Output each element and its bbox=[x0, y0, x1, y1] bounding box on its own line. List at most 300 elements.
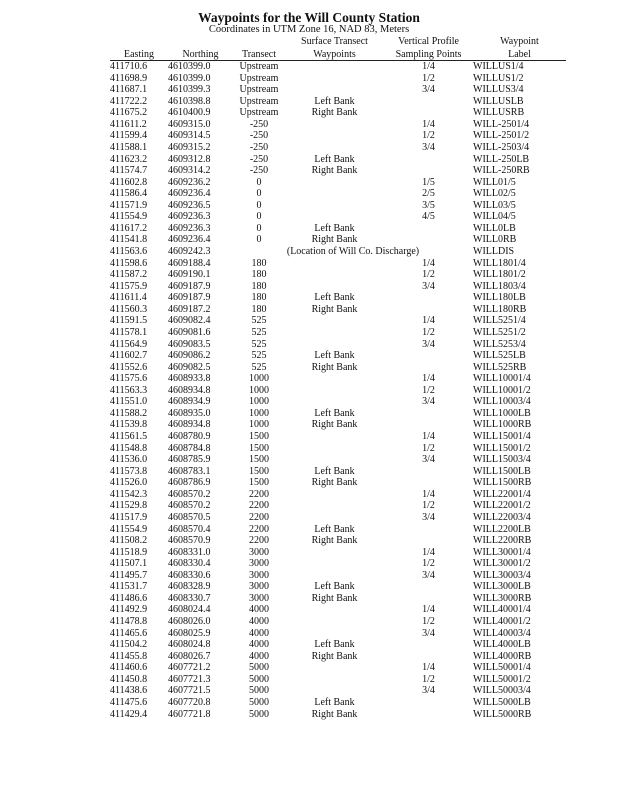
transect-cell: 180 bbox=[251, 280, 267, 292]
easting-cell: 411675.2 bbox=[110, 107, 148, 119]
easting-cell: 411588.2 bbox=[110, 407, 148, 419]
surface-waypoint-cell bbox=[285, 84, 384, 96]
vertical-point-cell: 3/4 bbox=[422, 569, 435, 581]
surface-waypoint-cell bbox=[285, 327, 384, 339]
discharge-note-cell: (Location of Will Co. Discharge) bbox=[286, 246, 420, 257]
northing-cell: 4608935.0 bbox=[168, 407, 211, 419]
table-row bbox=[110, 385, 566, 397]
vertical-point-cell: 3/4 bbox=[422, 685, 435, 697]
vertical-point-cell: 1/4 bbox=[422, 604, 435, 616]
table-row bbox=[110, 119, 566, 131]
northing-cell: 4608784.8 bbox=[168, 442, 211, 454]
northing-cell: 4608330.4 bbox=[168, 558, 211, 570]
waypoint-label-cell: WILL01/5 bbox=[473, 176, 516, 188]
transect-cell: 1500 bbox=[249, 465, 269, 477]
northing-cell: 4608025.9 bbox=[168, 627, 211, 639]
surface-waypoint-cell bbox=[285, 373, 384, 385]
waypoint-label-cell: WILL-2501/4 bbox=[473, 118, 530, 130]
easting-cell: 411465.6 bbox=[110, 627, 148, 639]
vertical-point-cell bbox=[384, 292, 473, 304]
vertical-point-cell bbox=[384, 223, 473, 235]
surface-waypoint-cell bbox=[285, 258, 384, 270]
waypoint-label-cell: WILL1801/4 bbox=[473, 257, 526, 269]
vertical-point-cell bbox=[384, 581, 473, 593]
transect-cell: 0 bbox=[256, 222, 262, 234]
transect-cell: 2200 bbox=[249, 511, 269, 523]
easting-cell: 411602.7 bbox=[110, 350, 148, 362]
northing-cell: 4610400.9 bbox=[168, 107, 211, 119]
transect-cell: Upstream bbox=[239, 61, 279, 72]
surface-waypoint-cell: Right Bank bbox=[311, 592, 358, 604]
easting-cell: 411554.9 bbox=[110, 211, 148, 223]
transect-cell: 525 bbox=[251, 315, 267, 327]
transect-cell: -250 bbox=[249, 165, 269, 177]
vertical-point-cell bbox=[384, 419, 473, 431]
northing-cell: 4609236.3 bbox=[168, 222, 211, 234]
vertical-point-cell: 2/5 bbox=[422, 188, 435, 200]
vertical-point-cell: 3/4 bbox=[422, 396, 435, 408]
northing-cell: 4607721.3 bbox=[168, 673, 211, 685]
surface-waypoint-cell: Left Bank bbox=[314, 222, 355, 234]
waypoint-label-cell: WILL15003/4 bbox=[473, 454, 531, 466]
northing-cell: 4608026.7 bbox=[168, 650, 211, 662]
surface-waypoint-cell bbox=[285, 396, 384, 408]
waypoint-label-cell: WILL4000RB bbox=[473, 650, 532, 662]
table-row bbox=[110, 61, 566, 73]
northing-cell: 4609187.2 bbox=[168, 303, 211, 315]
northing-cell: 4607721.5 bbox=[168, 685, 211, 697]
easting-cell: 411571.9 bbox=[110, 199, 148, 211]
surface-waypoint-cell bbox=[285, 315, 384, 327]
northing-cell: 4609082.4 bbox=[168, 315, 211, 327]
surface-waypoint-cell: Left Bank bbox=[314, 153, 355, 165]
vertical-point-cell bbox=[384, 709, 473, 721]
surface-waypoint-cell bbox=[285, 200, 384, 212]
vertical-point-cell: 1/2 bbox=[422, 500, 435, 512]
waypoint-label-cell: WILL2200RB bbox=[473, 535, 532, 547]
table-row bbox=[110, 454, 566, 466]
vertical-point-cell: 1/4 bbox=[422, 662, 435, 674]
northing-cell: 4609242.3 bbox=[168, 246, 211, 257]
easting-cell: 411455.8 bbox=[110, 650, 148, 662]
vertical-point-cell: 1/2 bbox=[422, 673, 435, 685]
table-row bbox=[110, 211, 566, 223]
easting-cell: 411563.3 bbox=[110, 384, 148, 396]
table-row bbox=[110, 327, 566, 339]
vertical-point-cell: 1/2 bbox=[422, 558, 435, 570]
waypoint-label-cell: WILLUSRB bbox=[473, 107, 525, 119]
transect-cell: 3000 bbox=[249, 569, 269, 581]
easting-cell: 411560.3 bbox=[110, 303, 148, 315]
northing-cell: 4607721.2 bbox=[168, 662, 211, 674]
surface-waypoint-cell bbox=[285, 61, 384, 73]
transect-cell: 1500 bbox=[249, 477, 269, 489]
vertical-point-cell bbox=[384, 408, 473, 420]
vertical-point-cell: 1/2 bbox=[422, 326, 435, 338]
waypoint-label-cell: WILL-2503/4 bbox=[473, 141, 530, 153]
waypoint-label-cell: WILL15001/2 bbox=[473, 442, 531, 454]
easting-cell: 411495.7 bbox=[110, 569, 148, 581]
vertical-point-cell bbox=[384, 639, 473, 651]
easting-cell: 411599.4 bbox=[110, 130, 148, 142]
transect-cell: 3000 bbox=[249, 558, 269, 570]
waypoint-label-cell: WILL30001/2 bbox=[473, 558, 531, 570]
table-row bbox=[110, 165, 566, 177]
waypoint-label-cell: WILL1801/2 bbox=[473, 269, 526, 281]
table-row bbox=[110, 662, 566, 674]
surface-waypoint-cell bbox=[285, 130, 384, 142]
header-northing-spacer bbox=[168, 36, 233, 47]
northing-cell: 4609082.5 bbox=[168, 361, 211, 373]
waypoint-label-cell: WILL15001/4 bbox=[473, 431, 531, 442]
transect-cell: Upstream bbox=[239, 95, 279, 107]
northing-cell: 4609315.2 bbox=[168, 141, 211, 153]
waypoint-label-cell: WILL5000LB bbox=[473, 696, 531, 708]
table-row bbox=[110, 107, 566, 119]
vertical-point-cell bbox=[384, 593, 473, 605]
waypoint-label-cell: WILL525RB bbox=[473, 361, 527, 373]
table-row bbox=[110, 477, 566, 489]
vertical-point-cell: 1/2 bbox=[422, 616, 435, 627]
table-row bbox=[110, 558, 566, 570]
easting-cell: 411504.2 bbox=[110, 639, 148, 651]
surface-waypoint-cell: Right Bank bbox=[311, 708, 358, 720]
vertical-point-cell bbox=[384, 535, 473, 547]
northing-cell: 4609236.5 bbox=[168, 199, 211, 211]
waypoint-label-cell: WILL1500LB bbox=[473, 465, 531, 477]
vertical-point-cell bbox=[384, 234, 473, 246]
table-row bbox=[110, 73, 566, 85]
transect-cell: 180 bbox=[251, 269, 267, 281]
northing-cell: 4607721.8 bbox=[168, 708, 211, 720]
surface-waypoint-cell: Right Bank bbox=[311, 303, 358, 315]
table-row bbox=[110, 269, 566, 281]
surface-waypoint-cell bbox=[285, 385, 384, 397]
northing-cell: 4608780.9 bbox=[168, 431, 211, 442]
table-row bbox=[110, 304, 566, 316]
northing-cell: 4609236.2 bbox=[168, 176, 211, 188]
easting-cell: 411478.8 bbox=[110, 616, 148, 627]
transect-cell: 4000 bbox=[249, 639, 269, 651]
waypoint-label-cell: WILL4000LB bbox=[473, 639, 531, 651]
transect-cell: 3000 bbox=[249, 546, 269, 558]
vertical-point-cell: 1/4 bbox=[422, 257, 435, 269]
table-row bbox=[110, 373, 566, 385]
waypoint-label-cell: WILLUS1/4 bbox=[473, 61, 524, 72]
waypoint-label-cell: WILL5251/4 bbox=[473, 315, 526, 327]
northing-cell: 4608570.9 bbox=[168, 535, 211, 547]
easting-cell: 411591.5 bbox=[110, 315, 148, 327]
northing-cell: 4609188.4 bbox=[168, 257, 211, 269]
surface-waypoint-cell bbox=[285, 547, 384, 559]
table-row bbox=[110, 396, 566, 408]
waypoint-label-cell: WILL10001/4 bbox=[473, 373, 531, 385]
northing-cell: 4610399.0 bbox=[168, 72, 211, 84]
northing-cell: 4608024.4 bbox=[168, 604, 211, 616]
waypoint-label-cell: WILL2200LB bbox=[473, 523, 531, 535]
easting-cell: 411578.1 bbox=[110, 326, 148, 338]
vertical-point-cell: 1/2 bbox=[422, 442, 435, 454]
surface-waypoint-cell: Left Bank bbox=[314, 639, 355, 651]
header-surface-line1: Surface Transect bbox=[301, 36, 368, 47]
table-row bbox=[110, 223, 566, 235]
table-row bbox=[110, 512, 566, 524]
waypoint-label-cell: WILL30001/4 bbox=[473, 546, 531, 558]
northing-cell: 4608328.9 bbox=[168, 581, 211, 593]
transect-cell: 0 bbox=[256, 199, 262, 211]
table-row bbox=[110, 130, 566, 142]
transect-cell: 525 bbox=[251, 361, 267, 373]
transect-cell: 1000 bbox=[249, 407, 269, 419]
transect-cell: 1000 bbox=[249, 384, 269, 396]
table-row bbox=[110, 315, 566, 327]
transect-cell: 2200 bbox=[249, 523, 269, 535]
header-transect: Transect bbox=[233, 47, 285, 61]
easting-cell: 411542.3 bbox=[110, 488, 148, 500]
northing-cell: 4608786.9 bbox=[168, 477, 211, 489]
table-row bbox=[110, 431, 566, 443]
surface-waypoint-cell bbox=[285, 558, 384, 570]
header-vertical-line2: Sampling Points bbox=[384, 47, 473, 61]
waypoint-label-cell: WILL1803/4 bbox=[473, 280, 526, 292]
vertical-point-cell: 1/4 bbox=[422, 546, 435, 558]
transect-cell: 525 bbox=[251, 326, 267, 338]
transect-cell: -250 bbox=[249, 153, 269, 165]
transect-cell: 525 bbox=[251, 338, 267, 350]
surface-waypoint-cell: Right Bank bbox=[311, 165, 358, 177]
vertical-point-cell: 1/2 bbox=[422, 269, 435, 281]
northing-cell: 4608570.5 bbox=[168, 511, 211, 523]
vertical-point-cell bbox=[384, 466, 473, 478]
table-row bbox=[110, 142, 566, 154]
surface-waypoint-cell: Left Bank bbox=[314, 581, 355, 593]
vertical-point-cell: 3/4 bbox=[422, 280, 435, 292]
easting-cell: 411539.8 bbox=[110, 419, 148, 431]
northing-cell: 4609236.4 bbox=[168, 234, 211, 246]
northing-cell: 4609314.5 bbox=[168, 130, 211, 142]
easting-cell: 411575.9 bbox=[110, 280, 148, 292]
transect-cell: -250 bbox=[249, 141, 269, 153]
easting-cell: 411586.4 bbox=[110, 188, 148, 200]
table-row bbox=[110, 628, 566, 640]
northing-cell: 4609314.2 bbox=[168, 165, 211, 177]
surface-waypoint-cell: Left Bank bbox=[314, 95, 355, 107]
table-row bbox=[110, 419, 566, 431]
easting-cell: 411438.6 bbox=[110, 685, 148, 697]
table-row bbox=[110, 443, 566, 455]
transect-cell: 180 bbox=[251, 257, 267, 269]
header-label-line2: Label bbox=[473, 47, 566, 61]
surface-waypoint-cell: Left Bank bbox=[314, 696, 355, 708]
table-body bbox=[110, 61, 566, 721]
table-row bbox=[110, 535, 566, 547]
table-row bbox=[110, 524, 566, 536]
surface-waypoint-cell: Left Bank bbox=[314, 407, 355, 419]
easting-cell: 411450.8 bbox=[110, 673, 148, 685]
easting-cell: 411541.8 bbox=[110, 234, 148, 246]
northing-cell: 4608570.2 bbox=[168, 500, 211, 512]
table-row bbox=[110, 281, 566, 293]
easting-cell: 411564.9 bbox=[110, 338, 148, 350]
transect-cell: 5000 bbox=[249, 696, 269, 708]
northing-cell: 4608330.7 bbox=[168, 592, 211, 604]
table-row bbox=[110, 292, 566, 304]
table-header bbox=[110, 36, 566, 61]
northing-cell: 4609086.2 bbox=[168, 350, 211, 362]
easting-cell: 411551.0 bbox=[110, 396, 148, 408]
easting-cell: 411507.1 bbox=[110, 558, 148, 570]
easting-cell: 411518.9 bbox=[110, 546, 148, 558]
waypoint-label-cell: WILL10001/2 bbox=[473, 384, 531, 396]
table-row bbox=[110, 697, 566, 709]
surface-waypoint-cell bbox=[285, 500, 384, 512]
transect-cell: 4000 bbox=[249, 627, 269, 639]
transect-cell: Upstream bbox=[239, 84, 279, 96]
surface-waypoint-cell: Left Bank bbox=[314, 350, 355, 362]
waypoint-label-cell: WILL40003/4 bbox=[473, 627, 531, 639]
northing-cell: 4608331.0 bbox=[168, 546, 211, 558]
header-label-line1: Waypoint bbox=[500, 36, 539, 47]
surface-waypoint-cell bbox=[285, 604, 384, 616]
header-northing: Northing bbox=[168, 47, 233, 61]
table-row bbox=[110, 581, 566, 593]
northing-cell: 4609190.1 bbox=[168, 269, 211, 281]
vertical-point-cell: 3/4 bbox=[422, 511, 435, 523]
vertical-point-cell bbox=[384, 651, 473, 663]
waypoint-label-cell: WILL525LB bbox=[473, 350, 526, 362]
table-row bbox=[110, 246, 566, 258]
header-easting: Easting bbox=[110, 47, 168, 61]
waypoint-label-cell: WILL40001/2 bbox=[473, 616, 531, 627]
table-row bbox=[110, 339, 566, 351]
surface-waypoint-cell: Right Bank bbox=[311, 650, 358, 662]
northing-cell: 4608783.1 bbox=[168, 465, 211, 477]
vertical-point-cell: 1/4 bbox=[422, 118, 435, 130]
transect-cell: 5000 bbox=[249, 662, 269, 674]
surface-waypoint-cell: Left Bank bbox=[314, 465, 355, 477]
transect-cell: 4000 bbox=[249, 604, 269, 616]
surface-waypoint-cell bbox=[285, 674, 384, 686]
easting-cell: 411561.5 bbox=[110, 431, 148, 442]
transect-cell: 1000 bbox=[249, 373, 269, 385]
transect-cell: -250 bbox=[249, 130, 269, 142]
northing-cell: 4608570.4 bbox=[168, 523, 211, 535]
surface-waypoint-cell: Right Bank bbox=[311, 107, 358, 119]
easting-cell: 411531.7 bbox=[110, 581, 148, 593]
transect-cell: 2200 bbox=[249, 500, 269, 512]
vertical-point-cell: 3/4 bbox=[422, 84, 435, 96]
easting-cell: 411710.6 bbox=[110, 61, 148, 72]
waypoint-label-cell: WILL0LB bbox=[473, 222, 516, 234]
easting-cell: 411552.6 bbox=[110, 361, 148, 373]
transect-cell: -250 bbox=[249, 118, 269, 130]
northing-cell: 4608330.6 bbox=[168, 569, 211, 581]
surface-waypoint-cell: Right Bank bbox=[311, 419, 358, 431]
surface-waypoint-cell bbox=[285, 142, 384, 154]
waypoint-label-cell: WILL50001/2 bbox=[473, 673, 531, 685]
transect-cell: 1000 bbox=[249, 419, 269, 431]
northing-cell: 4608026.0 bbox=[168, 616, 211, 627]
table-row bbox=[110, 604, 566, 616]
surface-waypoint-cell bbox=[285, 431, 384, 443]
surface-waypoint-cell: Left Bank bbox=[314, 292, 355, 304]
waypoint-label-cell: WILL30003/4 bbox=[473, 569, 531, 581]
surface-waypoint-cell bbox=[285, 685, 384, 697]
vertical-point-cell bbox=[384, 154, 473, 166]
surface-waypoint-cell bbox=[285, 269, 384, 281]
northing-cell: 4610399.3 bbox=[168, 84, 211, 96]
northing-cell: 4609187.9 bbox=[168, 292, 211, 304]
easting-cell: 411587.2 bbox=[110, 269, 148, 281]
northing-cell: 4609236.4 bbox=[168, 188, 211, 200]
surface-waypoint-cell bbox=[285, 662, 384, 674]
table-row bbox=[110, 639, 566, 651]
header-vertical-line1: Vertical Profile bbox=[398, 36, 459, 47]
surface-waypoint-cell bbox=[285, 339, 384, 351]
vertical-point-cell bbox=[384, 350, 473, 362]
transect-cell: 0 bbox=[256, 211, 262, 223]
easting-cell: 411529.8 bbox=[110, 500, 148, 512]
vertical-point-cell: 3/4 bbox=[422, 141, 435, 153]
waypoint-label-cell: WILL-250RB bbox=[473, 165, 530, 177]
transect-cell: 5000 bbox=[249, 708, 269, 720]
waypoint-label-cell: WILLUS1/2 bbox=[473, 72, 524, 84]
transect-cell: 0 bbox=[256, 234, 262, 246]
waypoint-label-cell: WILL50001/4 bbox=[473, 662, 531, 674]
table-row bbox=[110, 651, 566, 663]
vertical-point-cell: 1/4 bbox=[422, 315, 435, 327]
table-row bbox=[110, 685, 566, 697]
table-row bbox=[110, 350, 566, 362]
easting-cell: 411508.2 bbox=[110, 535, 148, 547]
waypoints-table bbox=[110, 36, 566, 720]
waypoint-label-cell: WILL50003/4 bbox=[473, 685, 531, 697]
easting-cell: 411698.9 bbox=[110, 72, 148, 84]
table-row bbox=[110, 84, 566, 96]
waypoint-label-cell: WILL0RB bbox=[473, 234, 517, 246]
surface-waypoint-cell: Right Bank bbox=[311, 234, 358, 246]
table-row bbox=[110, 570, 566, 582]
surface-waypoint-cell bbox=[285, 570, 384, 582]
easting-cell: 411617.2 bbox=[110, 222, 148, 234]
table-row bbox=[110, 96, 566, 108]
easting-cell: 411623.2 bbox=[110, 153, 148, 165]
surface-waypoint-cell: Right Bank bbox=[311, 535, 358, 547]
northing-cell: 4609083.5 bbox=[168, 338, 211, 350]
waypoint-label-cell: WILL40001/4 bbox=[473, 604, 531, 616]
easting-cell: 411598.6 bbox=[110, 257, 148, 269]
northing-cell: 4607720.8 bbox=[168, 696, 211, 708]
surface-waypoint-cell bbox=[285, 211, 384, 223]
easting-cell: 411429.4 bbox=[110, 708, 148, 720]
vertical-point-cell: 3/4 bbox=[422, 627, 435, 639]
table-row bbox=[110, 362, 566, 374]
transect-cell: 1000 bbox=[249, 396, 269, 408]
table-row bbox=[110, 466, 566, 478]
northing-cell: 4608933.8 bbox=[168, 373, 211, 385]
transect-cell: 0 bbox=[256, 188, 262, 200]
transect-cell: 1500 bbox=[249, 442, 269, 454]
transect-cell: 3000 bbox=[249, 592, 269, 604]
easting-cell: 411687.1 bbox=[110, 84, 148, 96]
waypoint-label-cell: WILL-250LB bbox=[473, 153, 530, 165]
easting-cell: 411574.7 bbox=[110, 165, 148, 177]
northing-cell: 4608785.9 bbox=[168, 454, 211, 466]
northing-cell: 4609081.6 bbox=[168, 326, 211, 338]
header-easting-spacer bbox=[110, 36, 168, 47]
northing-cell: 4609187.9 bbox=[168, 280, 211, 292]
table-row bbox=[110, 489, 566, 501]
